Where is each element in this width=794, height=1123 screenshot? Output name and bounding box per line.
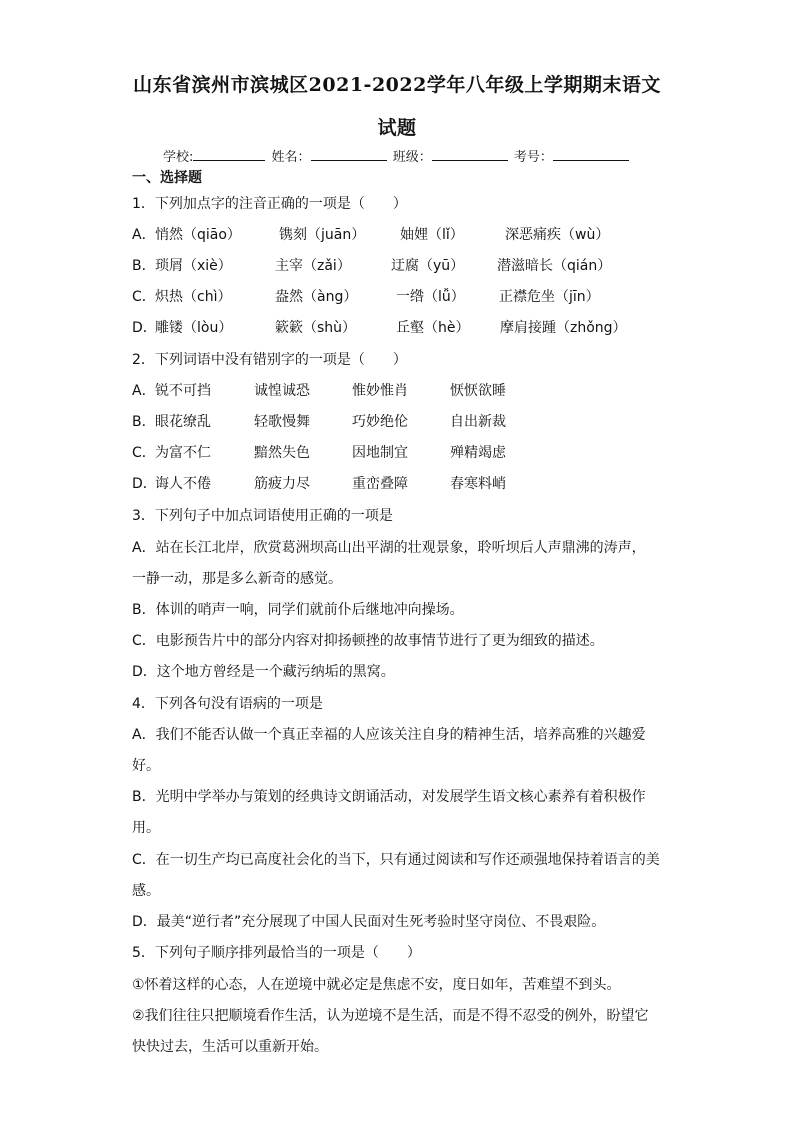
option-item: 潜滋暗长（qián） — [497, 258, 612, 274]
option-item: 迂腐（yū） — [391, 258, 465, 274]
option-item: 簌簌（shù） — [275, 320, 357, 336]
q4-option-c-line2: 感。 — [132, 883, 160, 899]
q4-option-c-line1: C．在一切生产均已高度社会化的当下，只有通过阅读和写作还顽强地保持着语言的美 — [132, 852, 660, 868]
option-item: 眼花缭乱 — [155, 414, 211, 430]
option-label: A． — [132, 227, 156, 243]
option-label: A． — [132, 383, 156, 399]
option-item: 巧妙绝伦 — [352, 414, 408, 430]
number-blank[interactable] — [553, 147, 629, 161]
option-item: 镌刻（juān） — [279, 227, 366, 243]
exam-title-line1: 山东省滨州市滨城区2021-2022学年八年级上学期期末语文 — [133, 74, 661, 96]
option-label: C． — [132, 289, 156, 305]
q1-stem: 1．下列加点字的注音正确的一项是（ ） — [132, 196, 407, 212]
option-item: 因地制宜 — [352, 445, 408, 461]
option-item: 正襟危坐（jīn） — [499, 289, 600, 305]
option-label: D． — [132, 320, 157, 336]
student-info-line — [163, 146, 643, 165]
option-item: 诲人不倦 — [155, 476, 211, 492]
option-item: 丘壑（hè） — [396, 320, 470, 336]
q4-option-b-line2: 用。 — [132, 820, 160, 836]
q2-stem: 2．下列词语中没有错别字的一项是（ ） — [132, 352, 407, 368]
exam-title-line2: 试题 — [377, 117, 417, 139]
class-blank[interactable] — [432, 147, 508, 161]
q3-option-c: C．电影预告片中的部分内容对抑扬顿挫的故事情节进行了更为细致的描述。 — [132, 633, 604, 649]
q3-stem: 3．下列句子中加点词语使用正确的一项是 — [132, 508, 393, 524]
option-label: C． — [132, 445, 156, 461]
q5-stem: 5．下列句子顺序排列最恰当的一项是（ ） — [132, 945, 421, 961]
option-item: 诚惶诚恐 — [254, 383, 310, 399]
option-item: 主宰（zǎi） — [275, 258, 351, 274]
q4-stem: 4．下列各句没有语病的一项是 — [132, 696, 323, 712]
option-item: 妯娌（lǐ） — [400, 227, 464, 243]
option-item: 锐不可挡 — [155, 383, 211, 399]
option-item: 悄然（qiāo） — [155, 227, 241, 243]
option-item: 殚精竭虑 — [450, 445, 506, 461]
option-item: 深恶痛疾（wù） — [505, 227, 610, 243]
name-blank[interactable] — [311, 147, 387, 161]
q5-sentence-2-line2: 快快过去，生活可以重新开始。 — [132, 1039, 328, 1055]
option-item: 惟妙惟肖 — [352, 383, 408, 399]
q3-option-b: B．体训的哨声一响，同学们就前仆后继地冲向操场。 — [132, 602, 464, 618]
option-item: 自出新裁 — [450, 414, 506, 430]
school-blank[interactable] — [193, 147, 265, 161]
q3-option-d: D．这个地方曾经是一个藏污纳垢的黑窝。 — [132, 664, 395, 680]
q4-option-a-line1: A．我们不能否认做一个真正幸福的人应该关注自身的精神生活，培养高雅的兴趣爱 — [132, 727, 646, 743]
option-item: 春寒料峭 — [450, 476, 506, 492]
option-label: B． — [132, 258, 156, 274]
q5-sentence-1: ①怀着这样的心态，人在逆境中就必定是焦虑不安，度日如年，苦难望不到头。 — [132, 977, 621, 993]
q5-sentence-2-line1: ②我们往往只把顺境看作生活，认为逆境不是生活，而是不得不忍受的例外，盼望它 — [132, 1008, 649, 1024]
option-item: 一绺（lǚ） — [396, 289, 465, 305]
option-item: 盎然（àng） — [275, 289, 358, 305]
option-item: 筋疲力尽 — [254, 476, 310, 492]
option-label: D． — [132, 476, 157, 492]
name-label: 姓名： — [271, 150, 311, 165]
option-item: 雕镂（lòu） — [155, 320, 233, 336]
option-item: 摩肩接踵（zhǒng） — [500, 320, 627, 336]
option-label: B． — [132, 414, 156, 430]
school-label: 学校: — [163, 150, 194, 165]
number-label: 考号： — [513, 150, 553, 165]
q3-option-a-line2: 一静一动，那是多么新奇的感觉。 — [132, 571, 342, 587]
option-item: 炽热（chì） — [155, 289, 232, 305]
q4-option-a-line2: 好。 — [132, 758, 160, 774]
q4-option-b-line1: B．光明中学举办与策划的经典诗文朗诵活动，对发展学生语文核心素养有着积极作 — [132, 789, 646, 805]
section-heading: 一、选择题 — [132, 170, 202, 186]
option-item: 恹恹欲睡 — [450, 383, 506, 399]
option-item: 琐屑（xiè） — [155, 258, 232, 274]
class-label: 班级： — [392, 150, 432, 165]
option-item: 重峦叠障 — [352, 476, 408, 492]
option-item: 为富不仁 — [155, 445, 211, 461]
option-item: 黯然失色 — [254, 445, 310, 461]
q4-option-d: D．最美“逆行者”充分展现了中国人民面对生死考验时坚守岗位、不畏艰险。 — [132, 914, 606, 930]
q3-option-a-line1: A．站在长江北岸，欣赏葛洲坝高山出平湖的壮观景象，聆听坝后人声鼎沸的涛声， — [132, 540, 646, 556]
option-item: 轻歌慢舞 — [254, 414, 310, 430]
